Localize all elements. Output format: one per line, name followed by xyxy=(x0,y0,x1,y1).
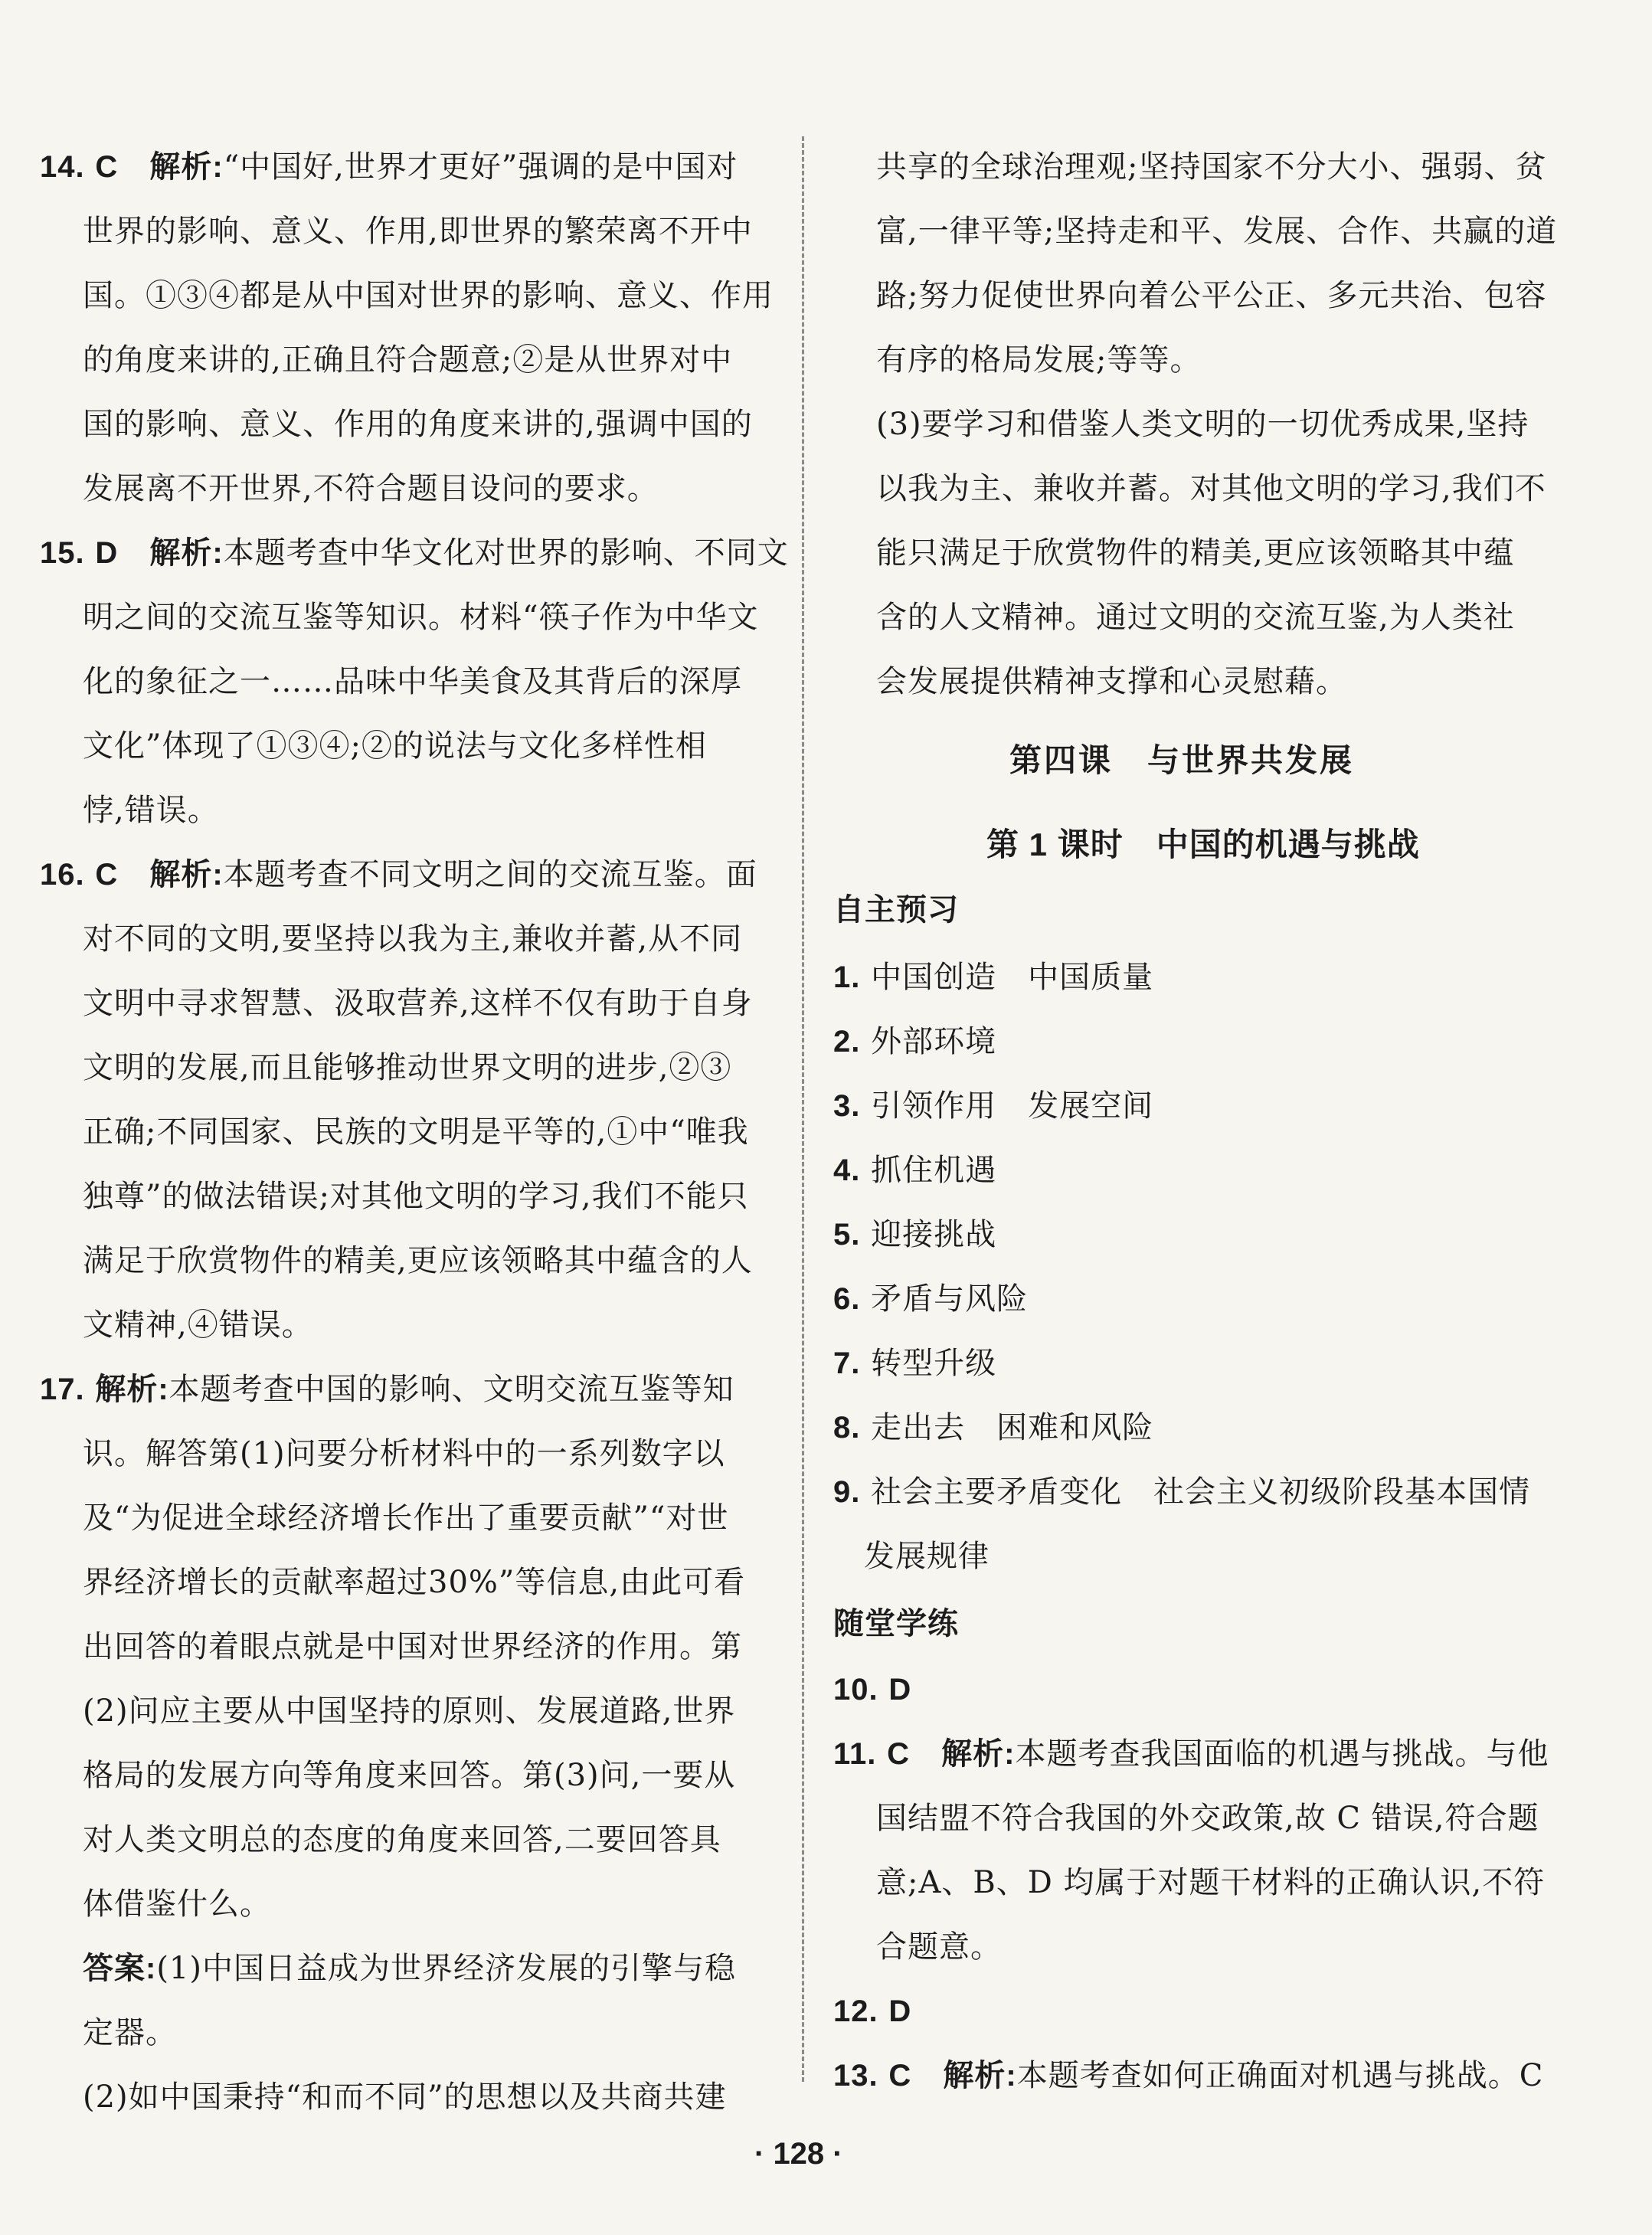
preview-item-cont: 发展规律 xyxy=(864,1539,990,1574)
preview-item-number: 3. xyxy=(833,1089,861,1123)
q16-answer: C xyxy=(95,858,119,892)
answer-cont-line: 能只满足于欣赏物件的精美,更应该领略其中蕴 xyxy=(876,535,1515,571)
answer-cont-line: 富,一律平等;坚持走和平、发展、合作、共赢的道 xyxy=(876,214,1558,249)
q15-line: 悖,错误。 xyxy=(83,793,219,828)
section-preview-heading: 自主预习 xyxy=(833,893,959,927)
answer-cont-line: 会发展提供精神支撑和心灵慰藉。 xyxy=(876,664,1347,699)
q16-line: 对不同的文明,要坚持以我为主,兼收并蓄,从不同 xyxy=(83,921,743,957)
preview-item-text: 迎接挑战 xyxy=(871,1217,997,1252)
q10-answer: D xyxy=(888,1673,912,1707)
q17-line: 体借鉴什么。 xyxy=(83,1886,271,1922)
preview-item xyxy=(833,1213,996,1256)
answer-cont-line: 共享的全球治理观;坚持国家不分大小、强弱、贫 xyxy=(876,149,1547,185)
q10-number: 10. xyxy=(833,1673,878,1707)
preview-item-text: 矛盾与风险 xyxy=(871,1281,1029,1317)
preview-item-text: 走出去 困难和风险 xyxy=(871,1410,1154,1445)
q12-answer: D xyxy=(888,1994,912,2028)
answer-cont-line: 路;努力促使世界向着公平公正、多元共治、包容 xyxy=(876,278,1547,313)
q11-first-line xyxy=(833,1733,1549,1775)
q11-label: 解析: xyxy=(941,1737,1016,1771)
preview-item-text: 转型升级 xyxy=(871,1346,997,1381)
q16-first-line xyxy=(40,853,757,896)
q16-line: 独尊”的做法错误;对其他文明的学习,我们不能只 xyxy=(83,1179,749,1214)
preview-item-number: 8. xyxy=(833,1411,861,1445)
preview-item-number: 2. xyxy=(833,1025,861,1059)
preview-item xyxy=(833,1406,1153,1449)
q11-number: 11. xyxy=(833,1737,877,1771)
preview-item xyxy=(833,1149,996,1192)
q17-first-line xyxy=(40,1368,734,1411)
q17-line: 识。解答第(1)问要分析材料中的一系列数字以 xyxy=(83,1436,725,1471)
q14-line: 国的影响、意义、作用的角度来讲的,强调中国的 xyxy=(83,407,753,442)
q11-line: 意;A、B、D 均属于对题干材料的正确认识,不符 xyxy=(876,1865,1546,1900)
answer-first-line xyxy=(83,1947,736,1990)
preview-item-text: 社会主要矛盾变化 社会主义初级阶段基本国情 xyxy=(871,1474,1531,1510)
preview-item-number: 9. xyxy=(833,1475,861,1509)
q13-number: 13. xyxy=(833,2059,878,2093)
q17-line: 格局的发展方向等角度来回答。第(3)问,一要从 xyxy=(83,1758,736,1793)
q13-answer: C xyxy=(888,2059,912,2093)
q16-text: 本题考查不同文明之间的交流互鉴。面 xyxy=(223,857,757,892)
q14-number: 14. xyxy=(40,150,85,184)
answer-cont-line: (3)要学习和借鉴人类文明的一切优秀成果,坚持 xyxy=(876,407,1529,442)
q12-line xyxy=(833,1990,911,2033)
q17-number: 17. xyxy=(40,1373,85,1406)
period-title: 第 1 课时 中国的机遇与挑战 xyxy=(986,826,1420,862)
q13-text: 本题考查如何正确面对机遇与挑战。C xyxy=(1016,2058,1544,2093)
q14-first-line xyxy=(40,146,738,188)
preview-item-text: 抓住机遇 xyxy=(871,1153,997,1188)
preview-item-number: 7. xyxy=(833,1347,861,1380)
answer-cont-line: 含的人文精神。通过文明的交流互鉴,为人类社 xyxy=(876,600,1515,635)
q13-first-line xyxy=(833,2054,1543,2097)
preview-item-text: 中国创造 中国质量 xyxy=(871,960,1154,995)
q15-label: 解析: xyxy=(149,536,224,570)
preview-item xyxy=(833,1342,996,1385)
lesson-title: 第四课 与世界共发展 xyxy=(1009,741,1355,779)
preview-item-number: 5. xyxy=(833,1218,861,1252)
q17-line: 对人类文明总的态度的角度来回答,二要回答具 xyxy=(83,1822,721,1857)
preview-item-number: 6. xyxy=(833,1282,861,1316)
q16-line: 正确;不同国家、民族的文明是平等的,①中“唯我 xyxy=(83,1114,749,1150)
preview-item xyxy=(833,1471,1530,1513)
q13-label: 解析: xyxy=(943,2059,1017,2093)
q14-text: “中国好,世界才更好”强调的是中国对 xyxy=(223,149,738,185)
preview-item xyxy=(833,1020,996,1063)
q15-text: 本题考查中华文化对世界的影响、不同文 xyxy=(223,535,789,571)
q12-number: 12. xyxy=(833,1994,878,2028)
q11-text: 本题考查我国面临的机遇与挑战。与他 xyxy=(1015,1736,1549,1772)
q16-number: 16. xyxy=(40,858,85,892)
q16-line: 文明的发展,而且能够推动世界文明的进步,②③ xyxy=(83,1050,732,1085)
answer-cont-line: 以我为主、兼收并蓄。对其他文明的学习,我们不 xyxy=(876,471,1546,506)
q15-answer: D xyxy=(95,536,119,570)
q11-answer: C xyxy=(887,1737,911,1771)
answer-label: 答案: xyxy=(83,1952,157,1985)
q11-line: 国结盟不符合我国的外交政策,故 C 错误,符合题 xyxy=(876,1801,1539,1836)
q17-line: 出回答的着眼点就是中国对世界经济的作用。第 xyxy=(83,1629,742,1664)
q15-line: 明之间的交流互鉴等知识。材料“筷子作为中华文 xyxy=(83,600,759,635)
preview-item-number: 1. xyxy=(833,960,861,994)
q16-line: 满足于欣赏物件的精美,更应该领略其中蕴含的人 xyxy=(83,1243,753,1278)
answer-cont-line: 有序的格局发展;等等。 xyxy=(876,342,1202,378)
section-practice-heading: 随堂学练 xyxy=(833,1607,959,1641)
q15-number: 15. xyxy=(40,536,85,570)
answer-line: (2)如中国秉持“和而不同”的思想以及共商共建 xyxy=(83,2080,727,2115)
q14-line: 发展离不开世界,不符合题目设问的要求。 xyxy=(83,471,659,506)
q14-line: 世界的影响、意义、作用,即世界的繁荣离不开中 xyxy=(83,214,753,249)
q17-line: 及“为促进全球经济增长作出了重要贡献”“对世 xyxy=(83,1500,729,1536)
q16-line: 文明中寻求智慧、汲取营养,这样不仅有助于自身 xyxy=(83,986,753,1021)
q14-line: 的角度来讲的,正确且符合题意;②是从世界对中 xyxy=(83,342,733,378)
q15-line: 文化”体现了①③④;②的说法与文化多样性相 xyxy=(83,728,707,764)
preview-item xyxy=(833,1278,1028,1320)
q17-label: 解析: xyxy=(95,1373,169,1406)
page-number-value: 128 xyxy=(773,2137,825,2171)
q15-line: 化的象征之一……品味中华美食及其背后的深厚 xyxy=(83,664,742,699)
preview-item-text: 引领作用 发展空间 xyxy=(871,1088,1154,1124)
q14-line: 国。①③④都是从中国对世界的影响、意义、作用 xyxy=(83,278,774,313)
answer-text: (1)中国日益成为世界经济发展的引擎与稳 xyxy=(156,1951,736,1986)
q14-answer: C xyxy=(95,150,119,184)
q16-label: 解析: xyxy=(149,858,224,892)
q10-line xyxy=(833,1668,911,1711)
q17-line: 界经济增长的贡献率超过30%”等信息,由此可看 xyxy=(83,1565,746,1600)
q11-line: 合题意。 xyxy=(876,1929,1002,1965)
preview-item xyxy=(833,1085,1153,1127)
preview-item-number: 4. xyxy=(833,1153,861,1187)
q15-first-line xyxy=(40,532,789,574)
answer-line: 定器。 xyxy=(83,2015,177,2050)
q14-label: 解析: xyxy=(149,150,224,184)
q16-line: 文精神,④错误。 xyxy=(83,1307,313,1343)
q17-line: (2)问应主要从中国坚持的原则、发展道路,世界 xyxy=(83,1693,736,1729)
q17-text: 本题考查中国的影响、文明交流互鉴等知 xyxy=(168,1372,734,1407)
page-number: · 128 · xyxy=(754,2137,843,2171)
column-divider xyxy=(802,136,804,2082)
preview-item xyxy=(833,956,1153,999)
preview-item-text: 外部环境 xyxy=(871,1024,997,1059)
